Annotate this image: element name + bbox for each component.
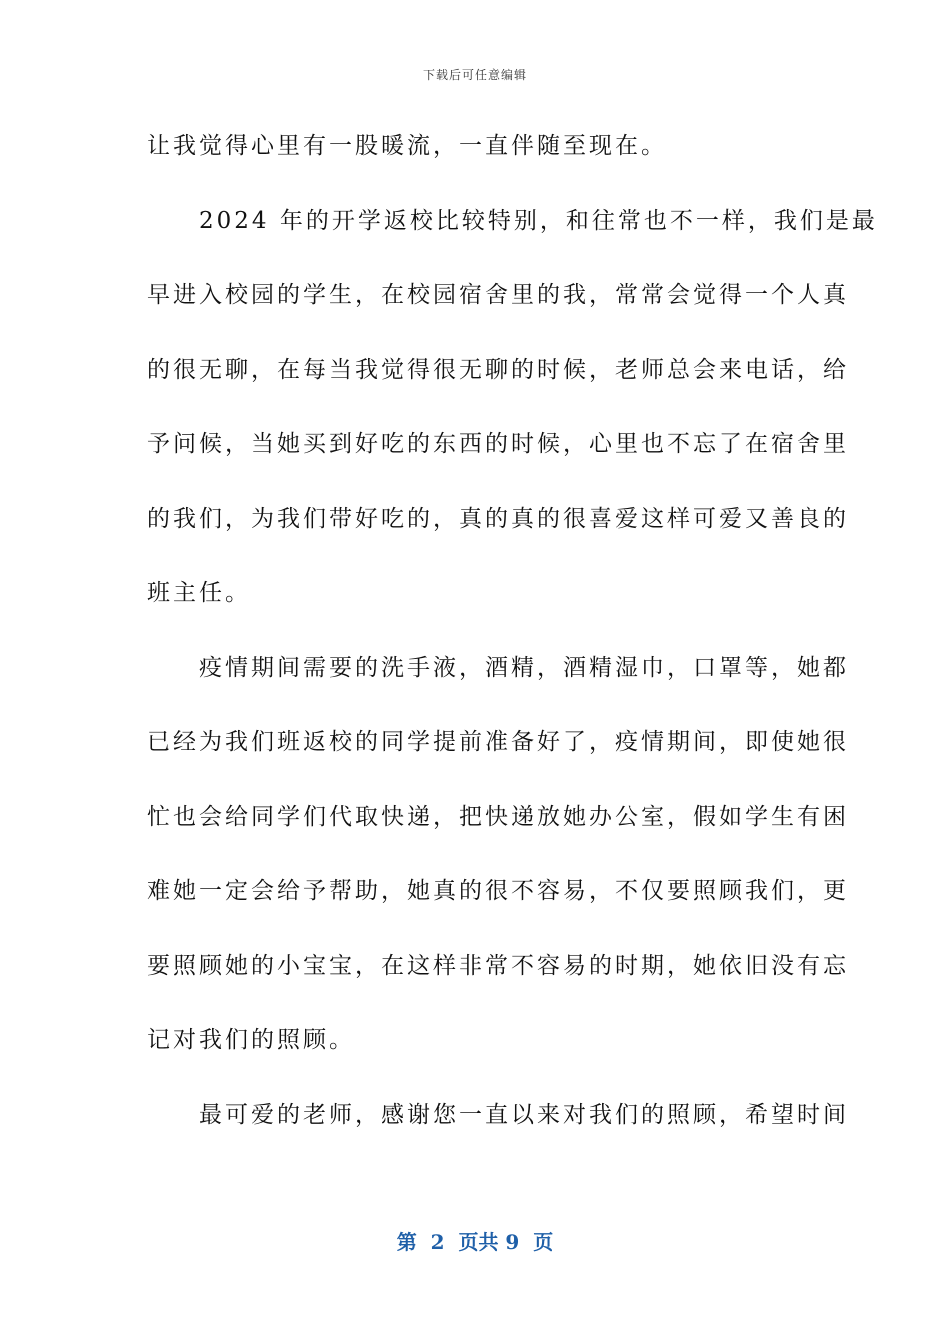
text-line: 予问候，当她买到好吃的东西的时候，心里也不忘了在宿舍里	[147, 431, 849, 457]
text-line: 班主任。	[147, 580, 251, 606]
document-body	[147, 118, 878, 1161]
text-line: 已经为我们班返校的同学提前准备好了，疫情期间，即使她很	[147, 729, 849, 755]
text-line: 2024 年的开学返校比较特别，和往常也不一样，我们是最	[147, 207, 878, 234]
page-number-footer: 第 2 页共 9 页	[396, 1230, 554, 1254]
text-line: 忙也会给同学们代取快递，把快递放她办公室，假如学生有困	[147, 803, 849, 830]
text-line: 难她一定会给予帮助，她真的很不容易，不仅要照顾我们，更	[147, 878, 849, 904]
text-line: 的很无聊，在每当我觉得很无聊的时候，老师总会来电话，给	[147, 356, 849, 383]
text-line: 疫情期间需要的洗手液，酒精，酒精湿巾，口罩等，她都	[147, 654, 849, 681]
text-line: 的我们，为我们带好吃的，真的真的很喜爱这样可爱又善良的	[147, 505, 849, 532]
text-line: 最可爱的老师，感谢您一直以来对我们的照顾，希望时间	[147, 1101, 849, 1128]
page-header: 下载后可任意编辑	[422, 68, 527, 82]
text-line: 早进入校园的学生，在校园宿舍里的我，常常会觉得一个人真	[147, 282, 849, 308]
text-line: 记对我们的照顾。	[147, 1027, 355, 1053]
text-line: 要照顾她的小宝宝，在这样非常不容易的时期，她依旧没有忘	[147, 952, 849, 979]
text-line: 让我觉得心里有一股暖流，一直伴随至现在。	[147, 133, 667, 159]
